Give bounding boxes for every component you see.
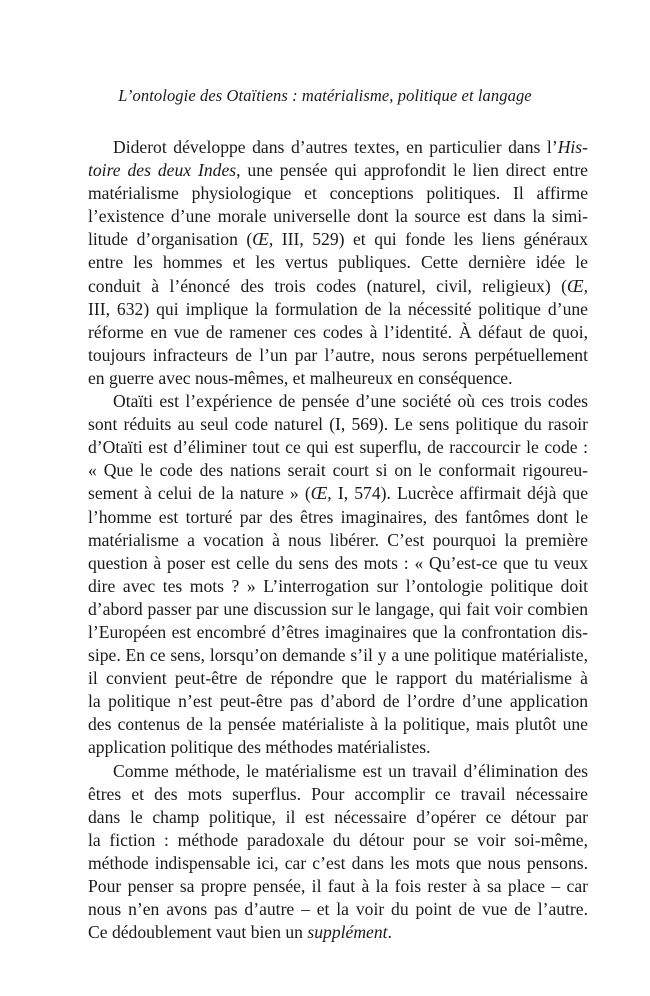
italic-text-run: Œ, xyxy=(310,483,332,504)
text-line xyxy=(88,736,588,759)
text-run: des contenus de la pensée matérialiste à la politique, mais plutôt une xyxy=(88,714,588,735)
text-line xyxy=(88,783,588,806)
text-run: . xyxy=(387,922,392,943)
text-run: entre les hommes et les vertus publiques. Cette dernière idée le xyxy=(88,252,588,273)
italic-text-run: supplément xyxy=(307,922,388,943)
text-run: Otaïti est l’expérience de pensée d’une société où ces trois codes xyxy=(113,391,588,412)
text-run: la fiction : méthode paradoxale du détour pour se voir soi-même, xyxy=(88,829,588,850)
text-run: êtres et des mots superflus. Pour accomplir ce travail nécessaire xyxy=(88,783,588,804)
text-run: l’existence d’une morale universelle dont la source est dans la simi- xyxy=(88,206,588,227)
text-line xyxy=(88,552,588,575)
text-run: nous n’en avons pas d’autre – et la voir du point de vue de l’autre. xyxy=(88,899,588,920)
text-run: méthode indispensable ici, car c’est dans les mots que nous pensons. xyxy=(88,852,588,873)
text-run: , une pensée qui approfondit le lien direct entre xyxy=(236,160,588,181)
text-line xyxy=(88,690,588,713)
text-run: Comme méthode, le matérialisme est un travail d’élimination des xyxy=(113,760,588,781)
text-line xyxy=(88,205,588,228)
text-line xyxy=(88,182,588,205)
text-run: application politique des méthodes matérialistes. xyxy=(88,737,431,758)
text-run: Diderot développe dans d’autres textes, en particulier dans l’ xyxy=(113,137,558,157)
text-line xyxy=(88,644,588,667)
text-line xyxy=(88,829,588,852)
text-run: « Que le code des nations serait court si on le conformait rigoureu- xyxy=(88,460,588,481)
text-line xyxy=(88,621,588,644)
text-line xyxy=(88,852,588,875)
text-run: III, 632) qui implique la formulation de la nécessité politique d’une xyxy=(88,298,588,319)
text-run: sont réduits au seul code naturel (I, 569). Le sens politique du rasoir xyxy=(88,414,588,435)
text-run: la politique n’est peut-être pas d’abord de l’ordre d’une application xyxy=(88,691,588,712)
text-line xyxy=(88,413,588,436)
text-run: dire avec tes mots ? » L’interrogation sur l’ontologie politique doit xyxy=(88,575,588,596)
text-run: dans le champ politique, il est nécessaire d’opérer ce détour par xyxy=(88,806,588,827)
text-run: III, 529) et qui fonde les liens généraux xyxy=(273,229,588,250)
body-text xyxy=(88,136,588,944)
text-line xyxy=(88,344,588,367)
text-run: I, 574). Lucrèce affirmait déjà que xyxy=(331,483,588,504)
text-run: matérialisme physiologique et conceptions politiques. Il affirme xyxy=(88,183,588,204)
text-line xyxy=(88,921,588,944)
text-line xyxy=(88,321,588,344)
text-line xyxy=(88,575,588,598)
running-head: L’ontologie des Otaïtiens : matérialisme, politique et langage xyxy=(118,86,532,105)
text-run: l’Européen est encombré d’êtres imaginaires que la confrontation dis- xyxy=(88,621,588,642)
text-run: sement à celui de la nature » ( xyxy=(88,483,311,504)
text-line xyxy=(88,390,588,413)
text-line xyxy=(88,275,588,298)
paragraph xyxy=(88,760,588,945)
text-run: il convient peut-être de répondre que le rapport du matérialisme à xyxy=(88,668,588,689)
text-line xyxy=(88,459,588,482)
text-run: matérialisme a vocation à nous libérer. C’est pourquoi la première xyxy=(88,529,588,550)
text-run: en guerre avec nous-mêmes, et malheureux en conséquence. xyxy=(88,367,513,388)
text-run: litude d’organisation ( xyxy=(88,229,253,250)
text-run: réforme en vue de ramener ces codes à l’identité. À défaut de quoi, xyxy=(88,321,588,342)
text-line xyxy=(88,898,588,921)
text-run: d’abord passer par une discussion sur le langage, qui fait voir combien xyxy=(88,598,588,619)
text-line xyxy=(88,136,588,159)
text-line xyxy=(88,159,588,182)
text-line xyxy=(88,667,588,690)
text-line xyxy=(88,436,588,459)
text-line xyxy=(88,482,588,505)
text-line xyxy=(88,760,588,783)
text-line xyxy=(88,875,588,898)
paragraph xyxy=(88,390,588,760)
text-run: question à poser est celle du sens des mots : « Qu’est-ce que tu veux xyxy=(88,552,588,573)
italic-text-run: His- xyxy=(557,137,588,157)
text-line xyxy=(88,367,588,390)
text-run: toujours infracteurs de l’un par l’autre, nous serons perpétuellement xyxy=(88,344,588,365)
text-run: conduit à l’énoncé des trois codes (naturel, civil, religieux) ( xyxy=(88,275,567,296)
text-line xyxy=(88,806,588,829)
italic-text-run: toire des deux Indes xyxy=(88,160,237,181)
text-run: Ce dédoublement vaut bien un xyxy=(88,922,308,943)
text-line xyxy=(88,598,588,621)
text-line xyxy=(88,298,588,321)
text-line xyxy=(88,529,588,552)
text-run: l’homme est torturé par des êtres imaginaires, des fantômes dont le xyxy=(88,506,588,527)
text-line xyxy=(88,228,588,251)
text-run: d’Otaïti est d’éliminer tout ce qui est superflu, de raccourcir le code : xyxy=(88,437,588,458)
text-run: sipe. En ce sens, lorsqu’on demande s’il y a une politique matérialiste, xyxy=(88,645,588,666)
text-line xyxy=(88,713,588,736)
text-line xyxy=(88,251,588,274)
text-run: Pour penser sa propre pensée, il faut à la fois rester à sa place – car xyxy=(88,876,588,896)
paragraph xyxy=(88,136,588,390)
italic-text-run: Œ, xyxy=(252,229,274,250)
italic-text-run: Œ, xyxy=(566,275,588,296)
text-line xyxy=(88,506,588,529)
